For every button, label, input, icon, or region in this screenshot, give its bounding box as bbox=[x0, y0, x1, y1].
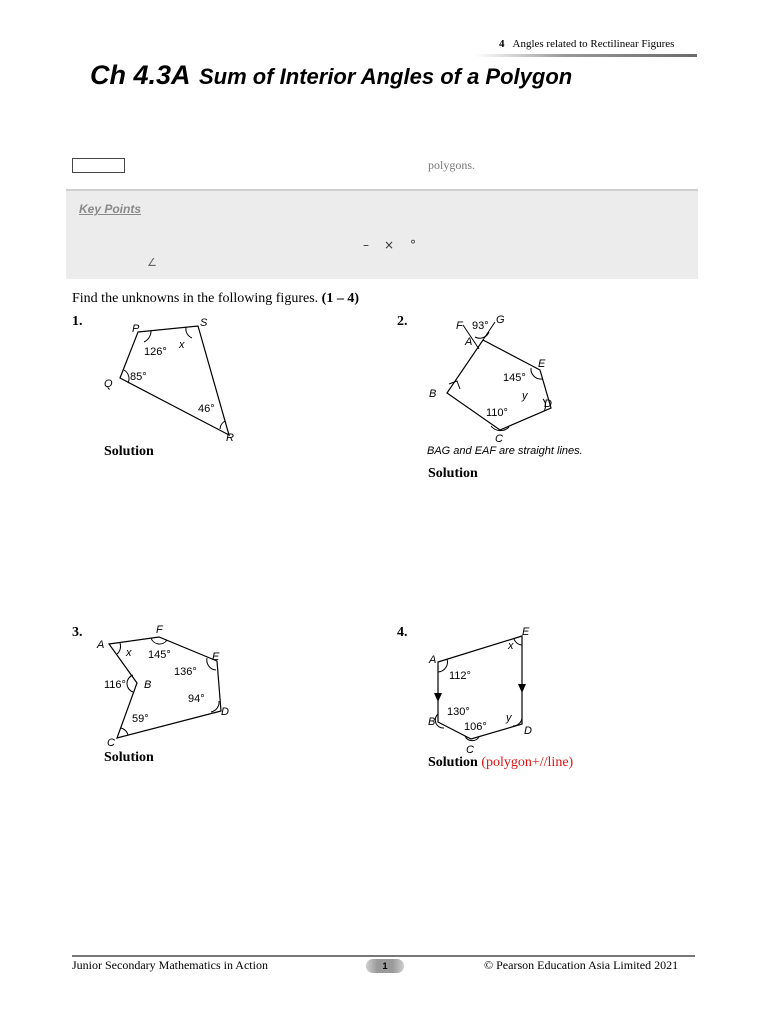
vertex-d: D bbox=[524, 725, 532, 737]
angle-c: 106° bbox=[464, 721, 487, 733]
question-4-number: 4. bbox=[397, 625, 408, 640]
angle-c: 59° bbox=[132, 713, 149, 725]
angle-r: 46° bbox=[198, 403, 215, 415]
vertex-s: S bbox=[200, 317, 208, 329]
angle-b: 130° bbox=[447, 706, 470, 718]
degree-symbol: ° bbox=[410, 238, 416, 252]
vertex-a: A bbox=[429, 654, 437, 666]
section-title: Sum of Interior Angles of a Polygon bbox=[198, 64, 573, 89]
angle-c: 110° bbox=[486, 407, 508, 419]
unknown-x: x bbox=[179, 339, 185, 351]
angle-b: 116° bbox=[104, 679, 126, 691]
question-1-solution-label: Solution bbox=[104, 444, 154, 459]
vertex-q: Q bbox=[104, 378, 113, 390]
vertex-c: C bbox=[495, 433, 503, 445]
vertex-r: R bbox=[226, 432, 234, 444]
angle-a: 93° bbox=[472, 320, 489, 332]
figure-q1 bbox=[100, 315, 250, 445]
vertex-g: G bbox=[496, 314, 505, 326]
answer-blank[interactable] bbox=[72, 158, 125, 173]
header-rule bbox=[475, 54, 697, 57]
vertex-a: A bbox=[465, 336, 473, 348]
intro-trailing-word: polygons. bbox=[428, 158, 476, 172]
question-2-note: BAG and EAF are straight lines. bbox=[427, 445, 583, 457]
unknown-y: y bbox=[506, 712, 512, 724]
key-points-title: Key Points bbox=[79, 202, 142, 216]
minus-symbol: – bbox=[363, 238, 369, 252]
vertex-b: B bbox=[428, 716, 436, 728]
vertex-e: E bbox=[538, 358, 546, 370]
vertex-c: C bbox=[107, 737, 115, 749]
unknown-x: x bbox=[508, 640, 514, 652]
question-3-number: 3. bbox=[72, 625, 83, 640]
vertex-f: F bbox=[456, 320, 463, 332]
vertex-b: B bbox=[429, 388, 437, 400]
angle-a: 112° bbox=[449, 670, 471, 682]
angle-d: 94° bbox=[188, 693, 205, 705]
instruction-text: Find the unknowns in the following figures. bbox=[72, 291, 319, 306]
angle-symbol: ∠ bbox=[147, 256, 157, 269]
angle-f: 145° bbox=[148, 649, 171, 661]
unknown-x: x bbox=[126, 647, 132, 659]
footer-copyright: © Pearson Education Asia Limited 2021 bbox=[484, 958, 679, 972]
times-symbol: × bbox=[384, 238, 395, 252]
question-2-number: 2. bbox=[397, 314, 408, 329]
figure-q4 bbox=[425, 620, 575, 755]
page-title bbox=[90, 60, 572, 91]
question-1-number: 1. bbox=[72, 314, 83, 329]
vertex-f: F bbox=[156, 624, 163, 636]
footer-rule bbox=[72, 955, 695, 957]
unknown-y: y bbox=[522, 390, 528, 402]
vertex-c: C bbox=[466, 744, 474, 756]
question-4-solution bbox=[428, 755, 573, 771]
vertex-a: A bbox=[97, 639, 105, 651]
vertex-e: E bbox=[212, 651, 220, 663]
chapter-title: Angles related to Rectilinear Figures bbox=[512, 38, 675, 50]
vertex-d: D bbox=[544, 398, 552, 410]
angle-e: 145° bbox=[503, 372, 526, 384]
vertex-e: E bbox=[522, 626, 530, 638]
question-4-solution-extra: (polygon+//line) bbox=[481, 755, 574, 770]
footer-book-title: Junior Secondary Mathematics in Action bbox=[72, 958, 268, 972]
vertex-d: D bbox=[221, 706, 229, 718]
page-number: 1 bbox=[366, 959, 404, 973]
chapter-number: 4 bbox=[499, 38, 505, 50]
instruction bbox=[72, 291, 359, 307]
chapter-header bbox=[499, 38, 674, 50]
question-4-solution-label: Solution bbox=[428, 755, 478, 770]
angle-e: 136° bbox=[174, 666, 197, 678]
figure-q3 bbox=[95, 620, 245, 752]
angle-q: 85° bbox=[130, 371, 147, 383]
angle-p: 126° bbox=[144, 346, 167, 358]
vertex-b: B bbox=[144, 679, 152, 691]
vertex-p: P bbox=[132, 323, 140, 335]
key-points-box bbox=[66, 189, 698, 279]
question-3-solution-label: Solution bbox=[104, 750, 154, 765]
question-2-solution-label: Solution bbox=[428, 466, 478, 481]
figure-q2 bbox=[425, 312, 575, 447]
section-code: Ch 4.3A bbox=[90, 60, 191, 90]
instruction-range: (1 – 4) bbox=[321, 291, 359, 306]
